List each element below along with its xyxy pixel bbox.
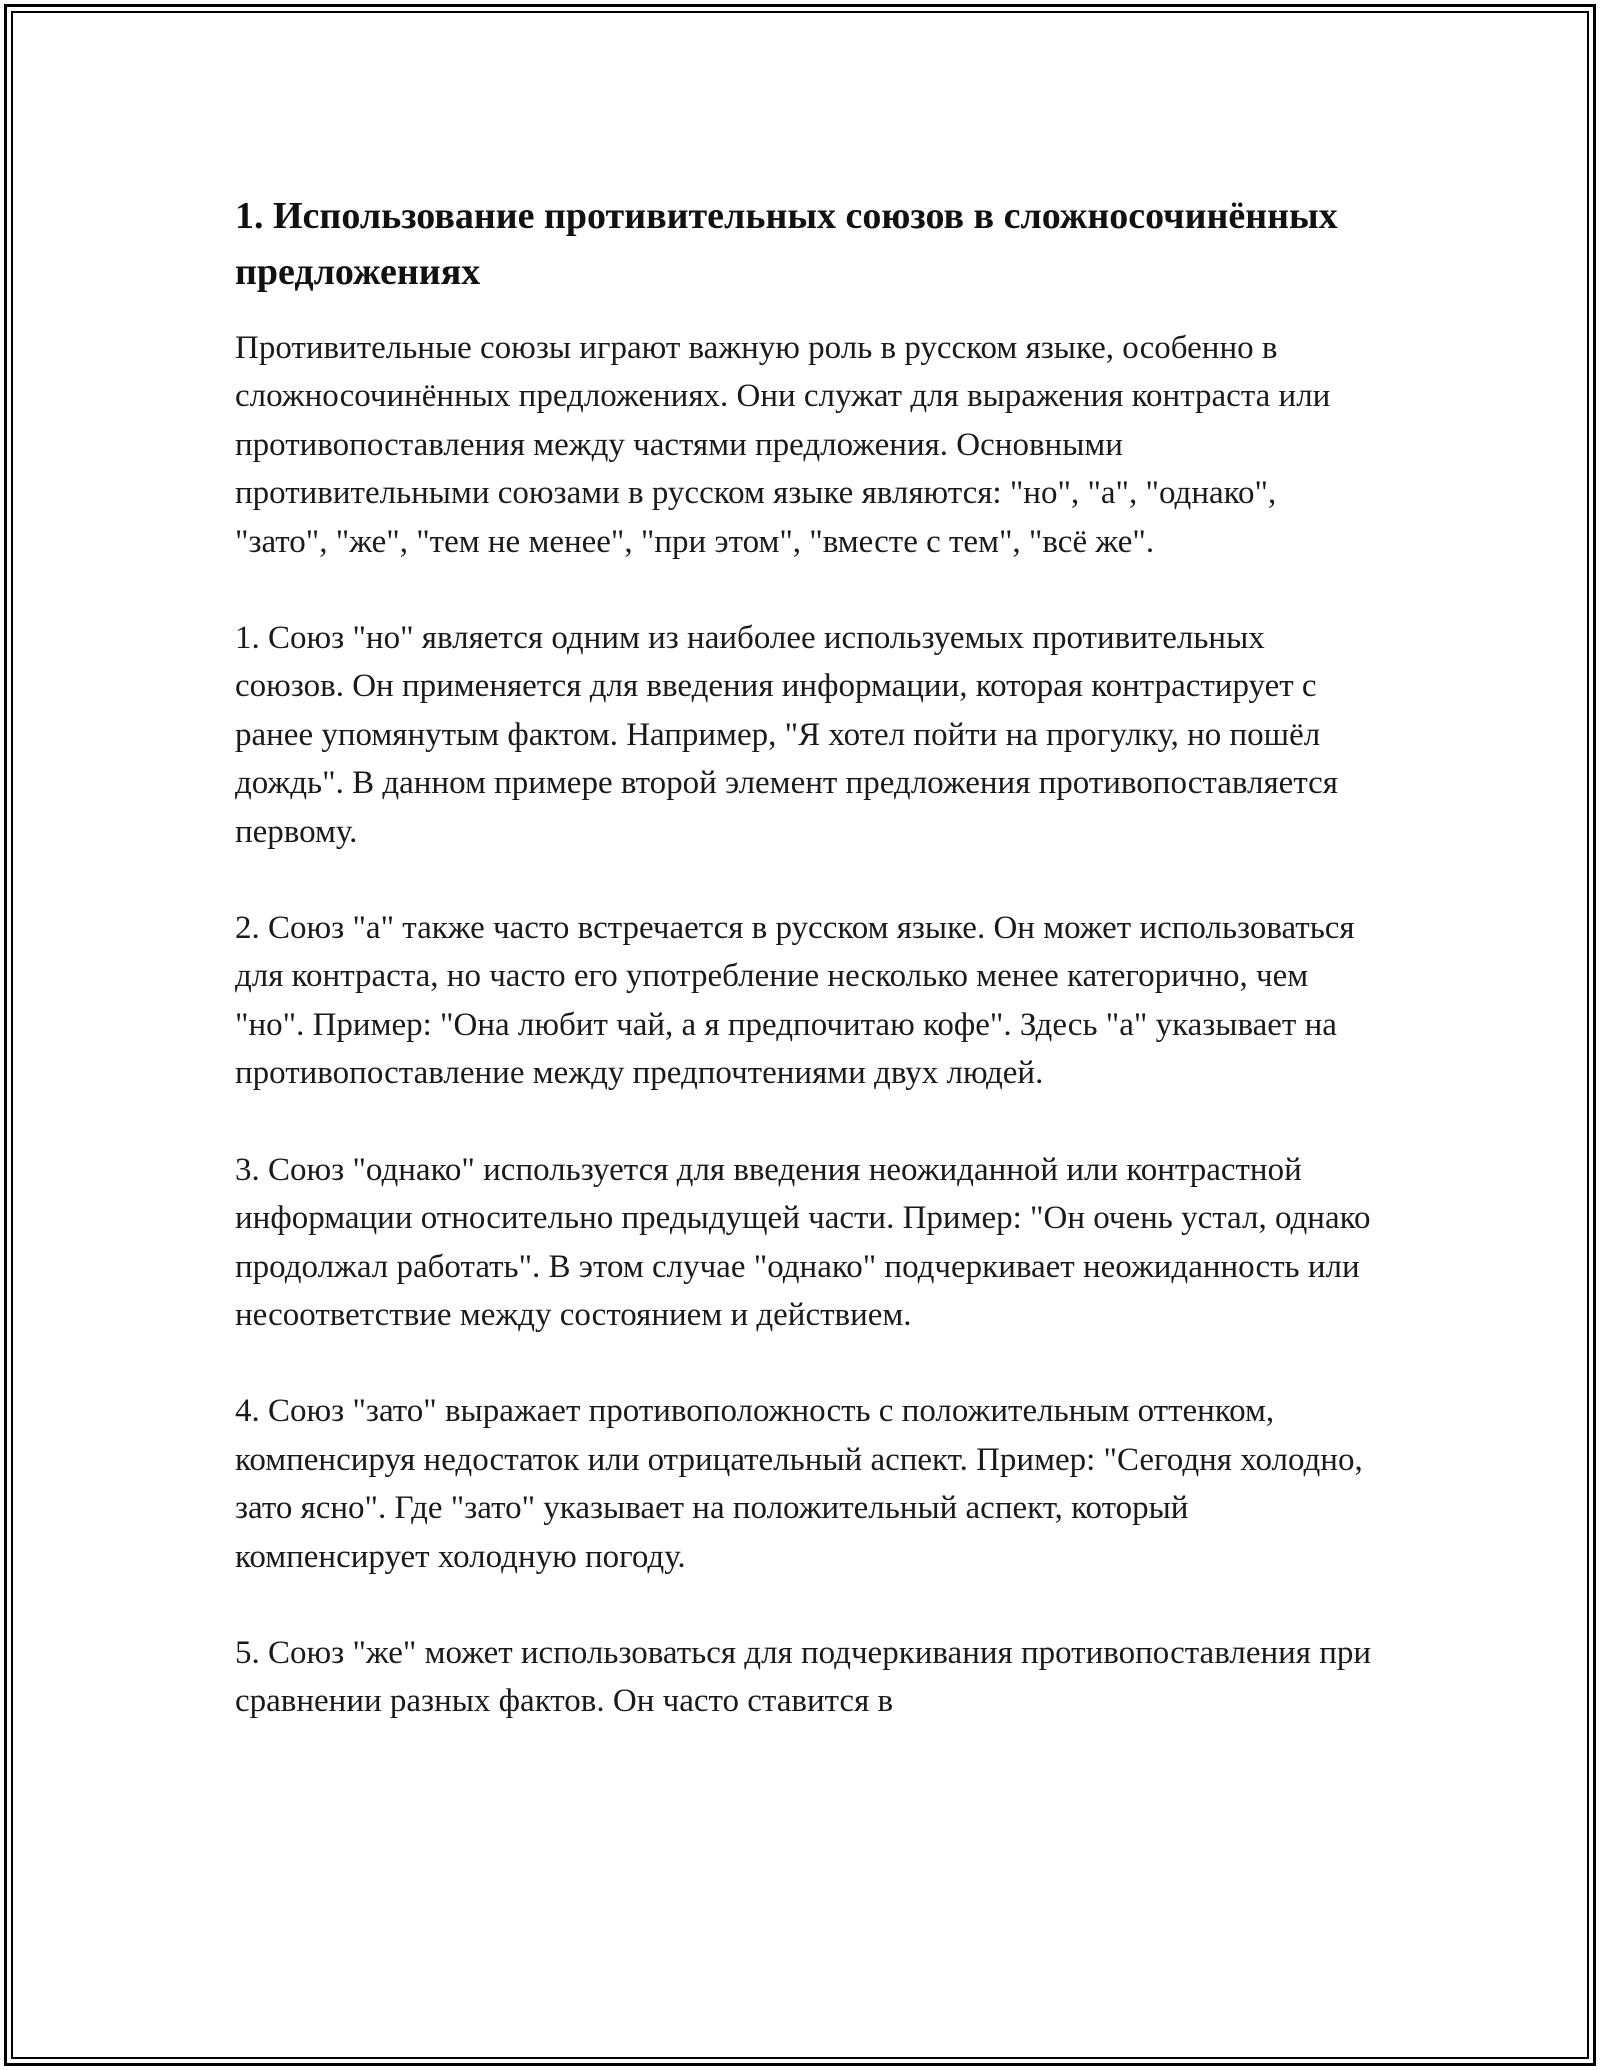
- paragraph-intro: Противительные союзы играют важную роль в русском языке, особенно в сложносочинённых предложениях. Они служат для выражения контраста или противопоставления между частями предложения. Основными противительными союзами в русском языке являются: "но", "а", "однако", "зато", "же", "тем не менее", "при этом", "вместе с тем", "всё же".: [235, 330, 1331, 560]
- paragraph-item-1: 1. Союз "но" является одним из наиболее используемых противительных союзов. Он применяется для введения информации, которая контрастирует с ранее упомянутым фактом. Например, "Я хотел пойти на прогулку, но пошёл дождь". В данном примере второй элемент предложения противопоставляется первому.: [235, 620, 1338, 850]
- paragraph-item-2: 2. Союз "а" также часто встречается в русском языке. Он может использоваться для контраста, но часто его употребление несколько менее категорично, чем "но". Пример: "Она любит чай, а я предпочитаю кофе". Здесь "а" указывает на противопоставление между предпочтениями двух людей.: [235, 910, 1355, 1092]
- document-title: 1. Использование противительных союзов в сложносочинённых предложениях: [235, 195, 1338, 293]
- paragraph-item-5: 5. Союз "же" может использоваться для подчеркивания противопоставления при сравнении разных фактов. Он часто ставится в: [235, 1634, 1372, 1720]
- paragraph-item-4: 4. Союз "зато" выражает противоположность с положительным оттенком, компенсируя недостаток или отрицательный аспект. Пример: "Сегодня холодно, зато ясно". Где "зато" указывает на положительный аспект, который компенсирует холодную погоду.: [235, 1393, 1363, 1575]
- paragraph-item-3: 3. Союз "однако" используется для введения неожиданной или контрастной информации относительно предыдущей части. Пример: "Он очень устал, однако продолжал работать". В этом случае "однако" подчеркивает неожиданность или несоответствие между состоянием и действием.: [235, 1151, 1371, 1333]
- document-body: [235, 188, 1375, 1726]
